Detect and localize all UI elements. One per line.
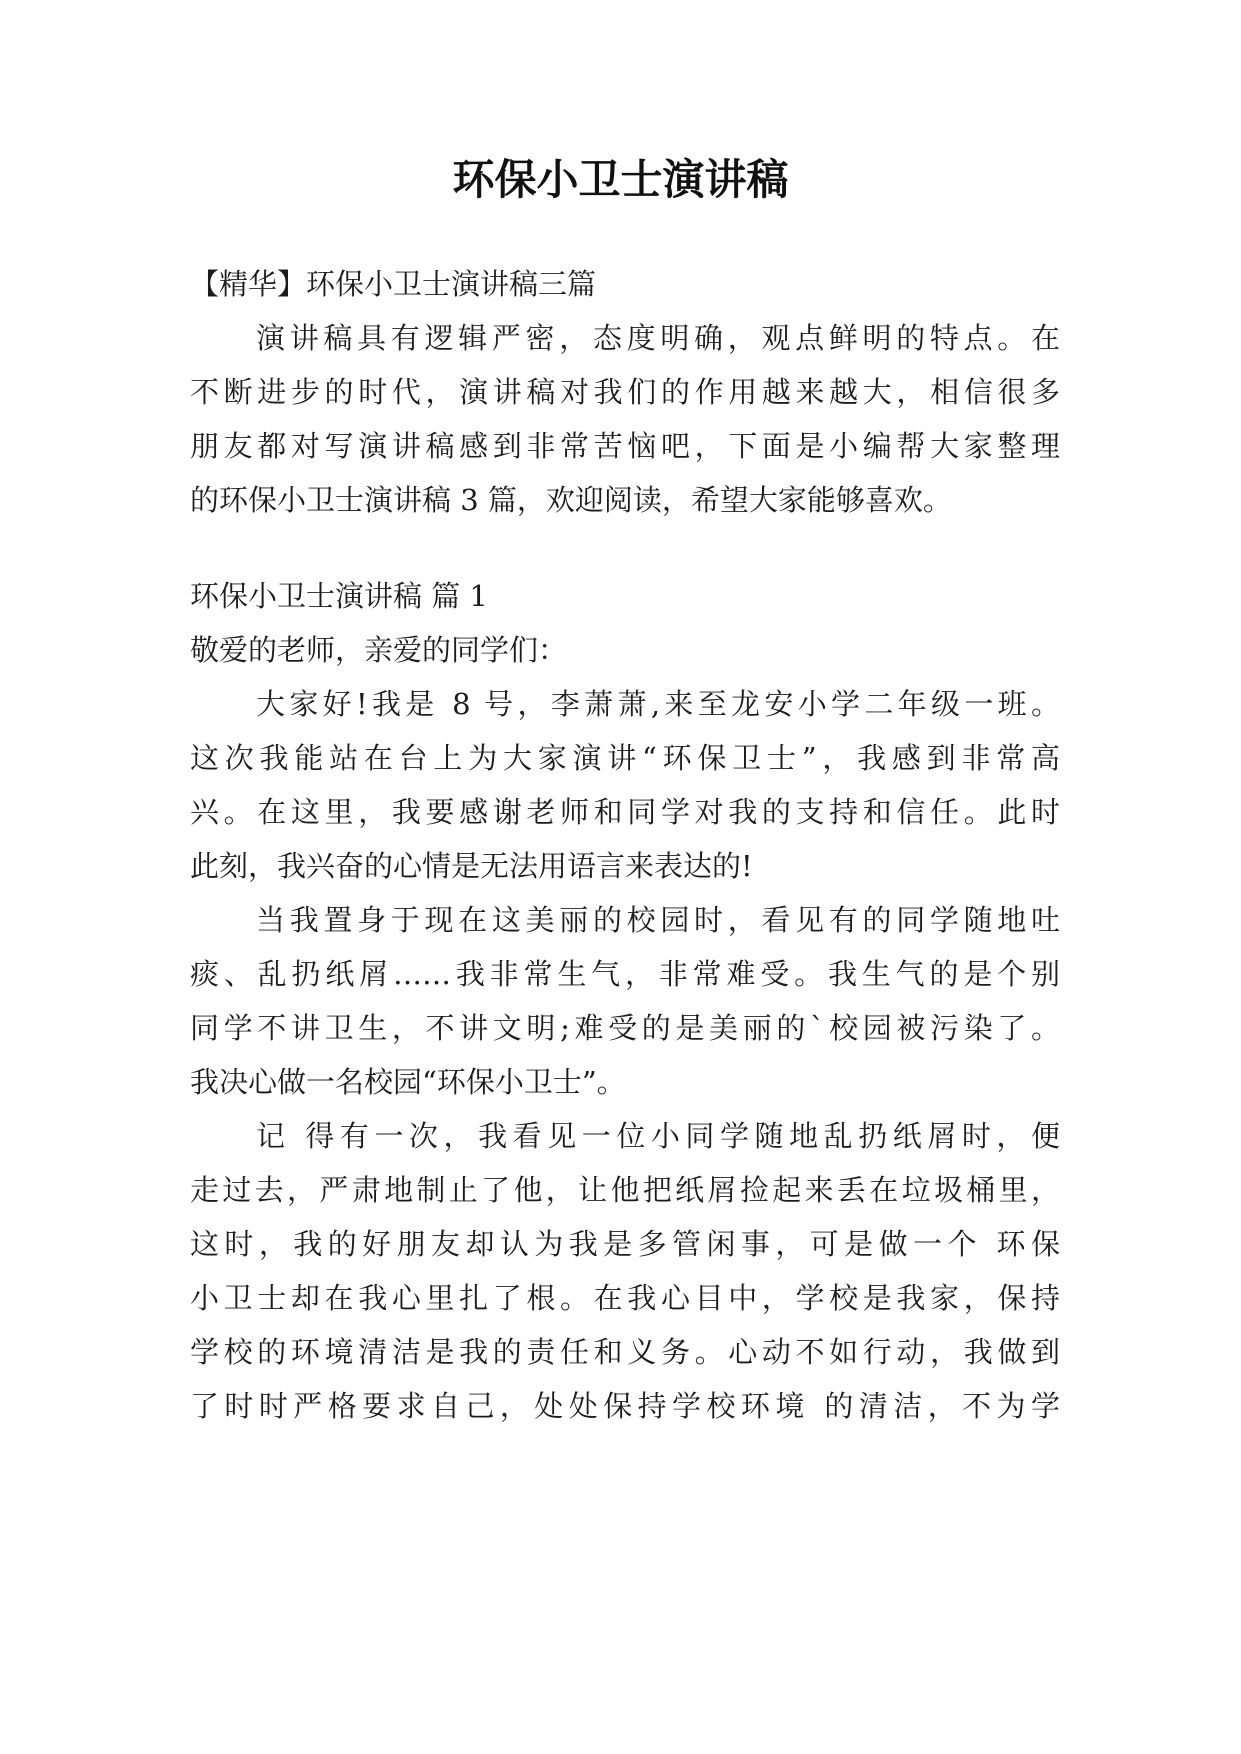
- paragraph-line: 走过去，严肃地制止了他，让他把纸屑捡起来丢在垃圾桶里，: [190, 1173, 1060, 1207]
- paragraph-line: 学校的环境清洁是我的责任和义务。心动不如行动，我做到: [190, 1335, 1060, 1369]
- paragraph-line: 这时，我的好朋友却认为我是多管闲事，可是做一个 环保: [190, 1227, 1060, 1261]
- intro-line: 朋友都对写演讲稿感到非常苦恼吧，下面是小编帮大家整理: [190, 429, 1060, 463]
- paragraph-line: 痰、乱扔纸屑……我非常生气，非常难受。我生气的是个别: [190, 957, 1060, 991]
- intro-line: 不断进步的时代，演讲稿对我们的作用越来越大，相信很多: [190, 375, 1060, 409]
- intro-line: 演讲稿具有逻辑严密，态度明确，观点鲜明的特点。在: [256, 321, 1060, 355]
- paragraph-line: 小卫士却在我心里扎了根。在我心目中，学校是我家，保持: [190, 1281, 1060, 1315]
- paragraph-line: 此刻，我兴奋的心情是无法用语言来表达的!: [190, 849, 753, 883]
- paragraph-line: 大家好!我是 8 号，李萧萧,来至龙安小学二年级一班。: [256, 687, 1060, 721]
- paragraph-line: 记 得有一次，我看见一位小同学随地乱扔纸屑时，便: [256, 1119, 1060, 1153]
- paragraph-line: 当我置身于现在这美丽的校园时，看见有的同学随地吐: [256, 903, 1060, 937]
- subtitle-line: 【精华】环保小卫士演讲稿三篇: [190, 267, 597, 301]
- section-heading: 环保小卫士演讲稿 篇 1: [190, 579, 488, 613]
- paragraph-line: 了时时严格要求自己，处处保持学校环境 的清洁，不为学: [190, 1389, 1060, 1423]
- document-title: 环保小卫士演讲稿: [452, 155, 789, 204]
- paragraph-line: 这次我能站在台上为大家演讲“环保卫士”，我感到非常高: [190, 741, 1060, 775]
- intro-line: 的环保小卫士演讲稿 3 篇，欢迎阅读，希望大家能够喜欢。: [190, 483, 952, 517]
- paragraph-line: 我决心做一名校园“环保小卫士”。: [190, 1065, 626, 1099]
- salutation-line: 敬爱的老师，亲爱的同学们：: [190, 633, 568, 667]
- paragraph-line: 兴。在这里，我要感谢老师和同学对我的支持和信任。此时: [190, 795, 1060, 829]
- paragraph-line: 同学不讲卫生，不讲文明;难受的是美丽的`校园被污染了。: [190, 1011, 1060, 1045]
